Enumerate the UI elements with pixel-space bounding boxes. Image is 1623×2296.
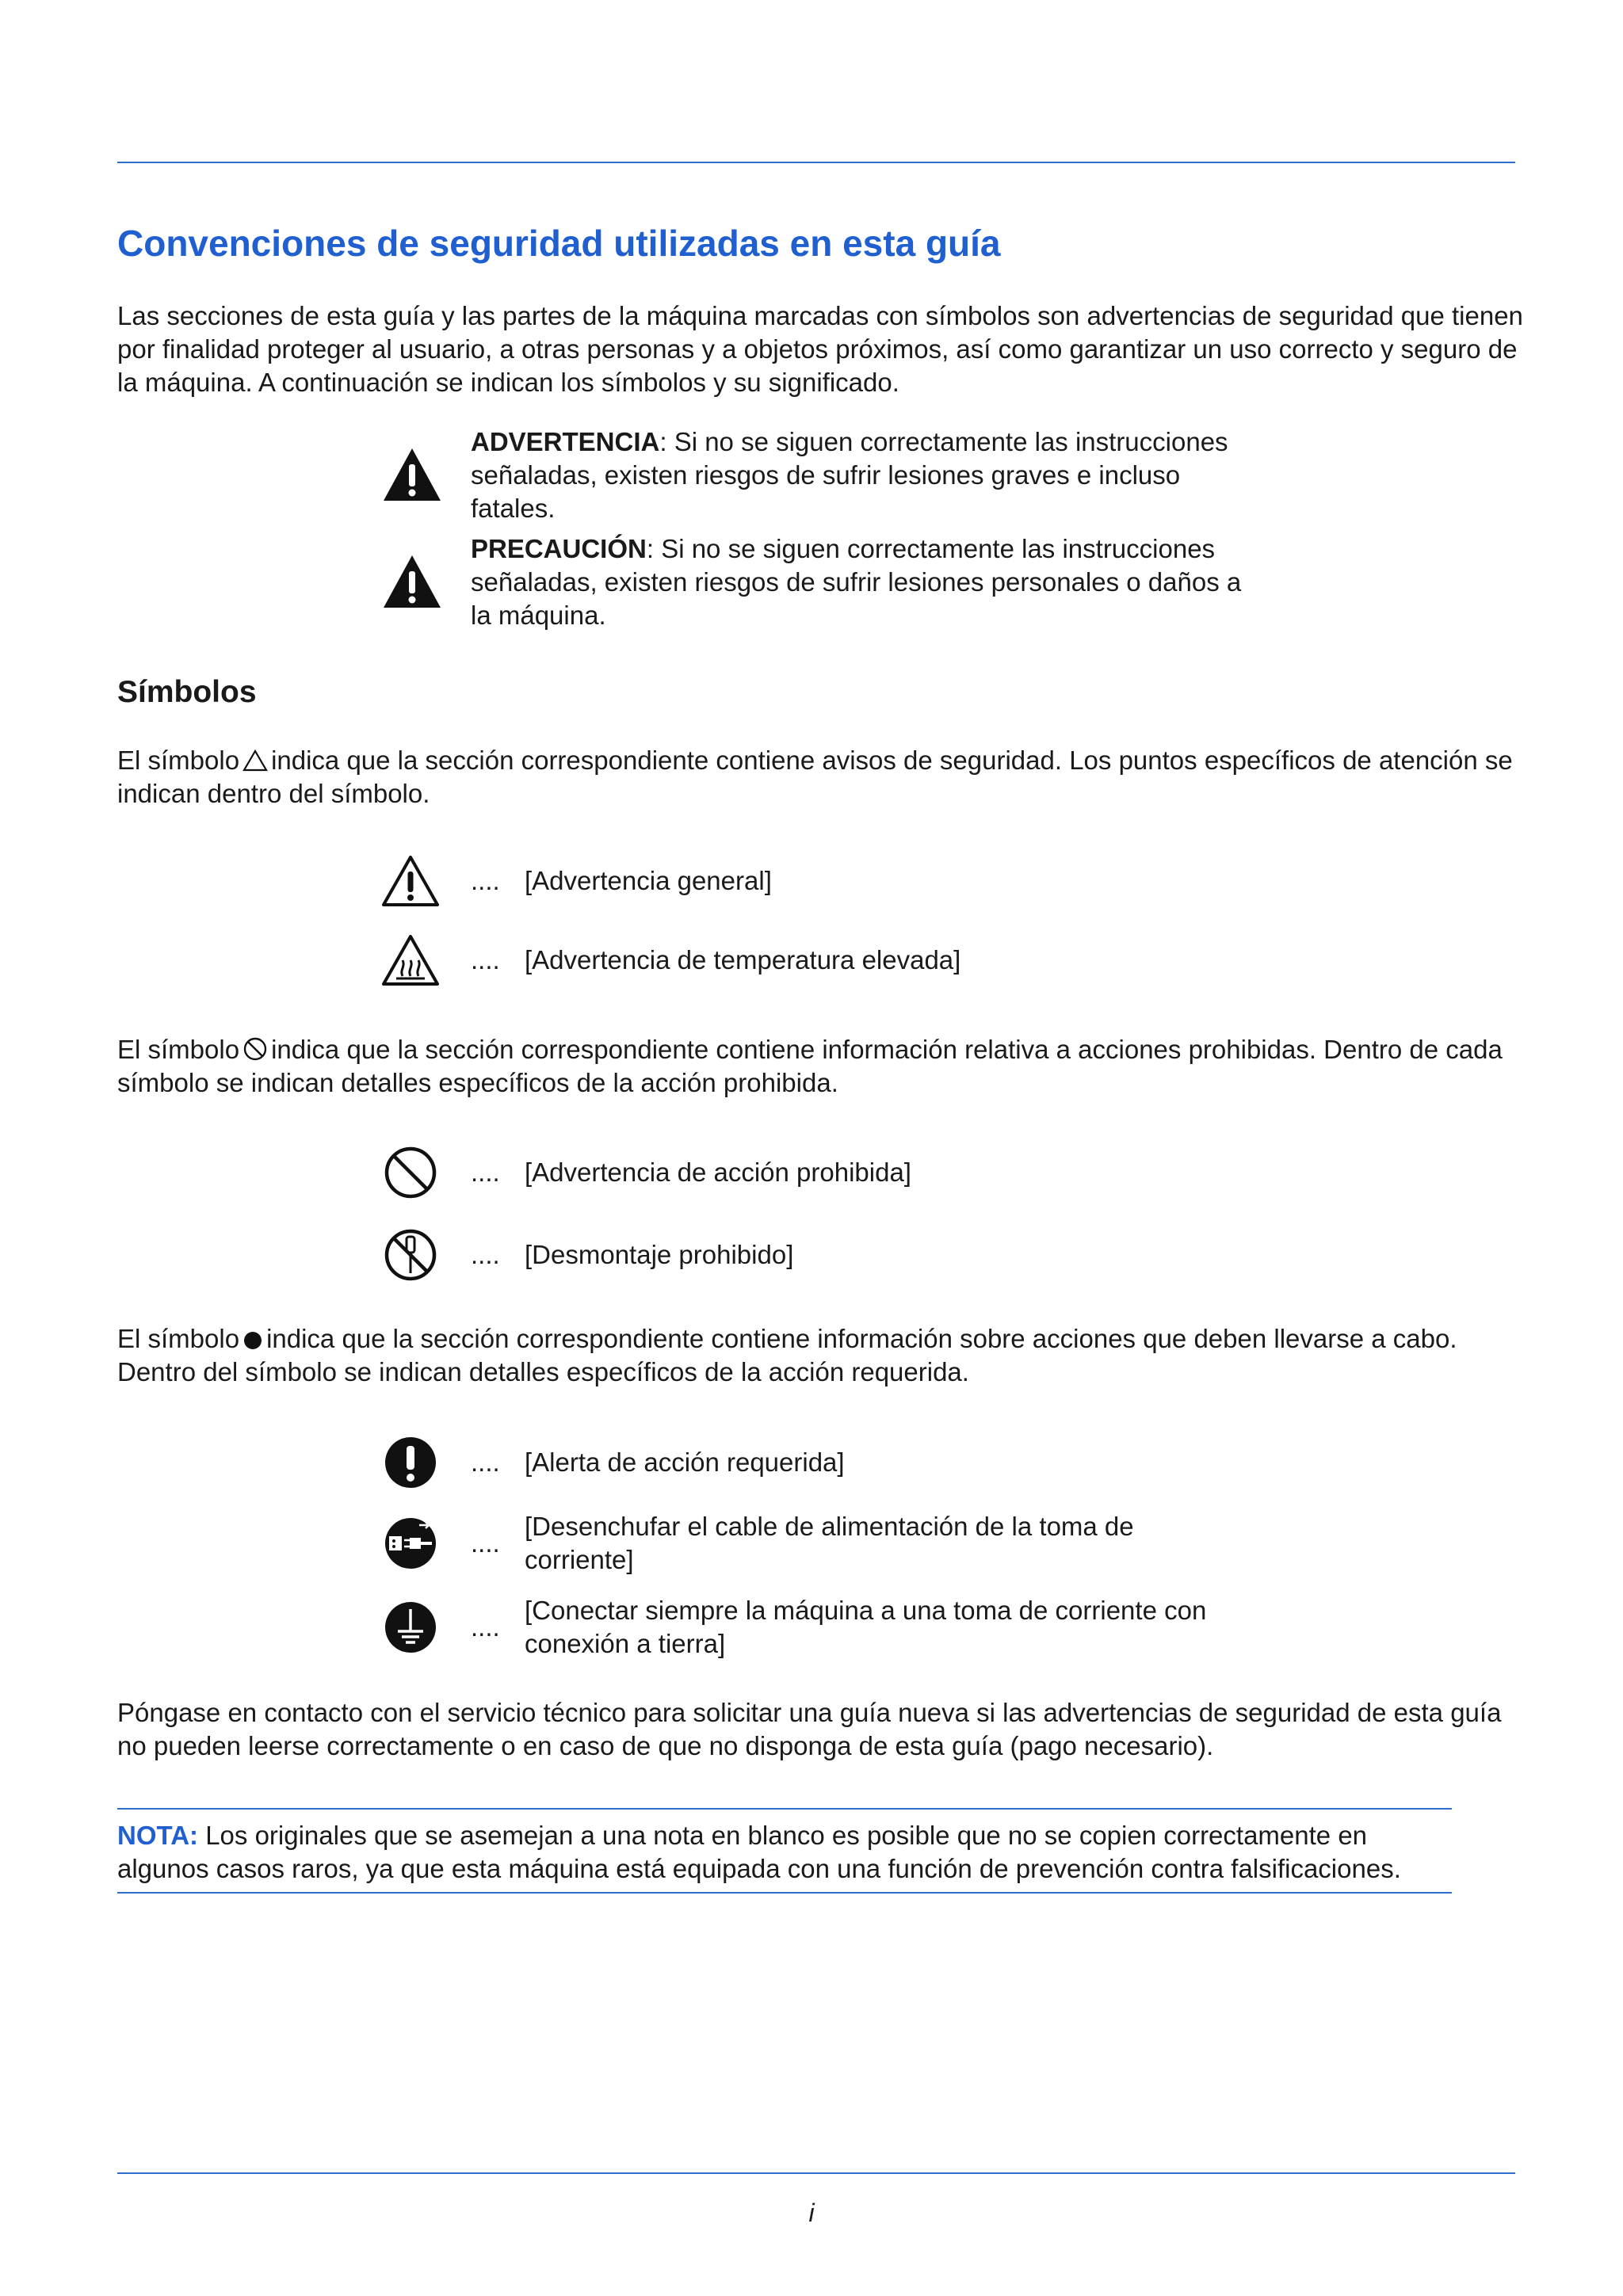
contact-paragraph: Póngase en contacto con el servicio técnico para solicitar una guía nueva si las advertencias de seguridad de esta guía no pueden leerse correctamente o en caso de que no disponga de esta guía (pago necesario). (117, 1698, 1502, 1760)
unplug-icon (383, 1516, 438, 1571)
symbol-row-unplug (379, 1510, 1409, 1577)
symbol-label: [Advertencia de acción prohibida] (525, 1158, 911, 1187)
symbol-dots: .... (471, 1158, 500, 1187)
page-title: Convenciones de seguridad utilizadas en esta guía (117, 223, 1001, 264)
general-warning-icon (380, 854, 441, 908)
symbol-row-prohibited (379, 1141, 1409, 1204)
symbol-dots: .... (471, 1240, 500, 1269)
para-text-before: El símbolo (117, 1324, 240, 1353)
high-temperature-icon (380, 933, 441, 987)
prohibited-icon (383, 1145, 438, 1200)
no-disassembly-icon (383, 1227, 438, 1283)
required-symbol-paragraph (117, 1322, 1528, 1389)
prohibit-symbol-paragraph (117, 1033, 1528, 1100)
symbol-label: [Desenchufar el cable de alimentación de la toma de corriente] (525, 1512, 1134, 1574)
caution-description: : Si no se siguen correctamente las instrucciones señaladas, existen riesgos de sufrir lesiones personales o daños a la máquina. (471, 534, 1242, 630)
warning-description: : Si no se siguen correctamente las instrucciones señaladas, existen riesgos de sufrir lesiones graves e incluso fatales. (471, 427, 1228, 523)
warning-label: ADVERTENCIA (471, 427, 660, 456)
header-rule (117, 162, 1515, 163)
symbol-label: [Desmontaje prohibido] (525, 1240, 794, 1269)
para-text-after: indica que la sección correspondiente contiene avisos de seguridad. Los puntos específicos de atención se indican dentro del símbolo. (117, 746, 1513, 808)
para-text-before: El símbolo (117, 1035, 240, 1064)
symbol-dots: .... (471, 945, 500, 974)
caution-label: PRECAUCIÓN (471, 534, 647, 563)
required-action-icon (383, 1435, 438, 1490)
symbol-dots: .... (471, 866, 500, 895)
caution-block (380, 532, 1292, 632)
para-text-after: indica que la sección correspondiente contiene información relativa a acciones prohibidas. Dentro de cada símbolo se indican detalles específicos de la acción prohibida. (117, 1035, 1503, 1097)
symbol-label: [Advertencia general] (525, 866, 772, 895)
symbol-dots: .... (471, 1447, 500, 1477)
symbol-label: [Conectar siempre la máquina a una toma de corriente con conexión a tierra] (525, 1596, 1207, 1658)
symbol-row-general-warning (379, 849, 1409, 913)
footer-rule (117, 2172, 1515, 2174)
intro-paragraph: Las secciones de esta guía y las partes de la máquina marcadas con símbolos son advertencias de seguridad que tienen por finalidad proteger al usuario, a otras personas y a objetos próximos, así como garantizar un uso correcto y seguro de la máquina. A continuación se indican los símbolos y su significado. (117, 301, 1523, 397)
prohibit-outline-icon (242, 1036, 268, 1062)
warning-triangle-icon (380, 444, 444, 507)
symbol-row-high-temperature (379, 929, 1409, 992)
symbol-row-required-action (379, 1431, 1409, 1494)
caution-triangle-icon (380, 551, 444, 614)
warning-block (380, 425, 1292, 525)
symbol-row-ground (379, 1594, 1409, 1661)
ground-icon (383, 1600, 438, 1655)
symbol-row-no-disassembly (379, 1223, 1409, 1287)
symbol-label: [Alerta de acción requerida] (525, 1447, 845, 1477)
page-number: i (808, 2199, 815, 2227)
note-text: Los originales que se asemejan a una nota en blanco es posible que no se copien correctamente en algunos casos raros, ya que esta máquina está equipada con una función de prevención contra falsificaciones. (117, 1821, 1401, 1883)
symbols-heading: Símbolos (117, 675, 257, 709)
triangle-symbol-paragraph (117, 744, 1528, 810)
warning-text (471, 425, 1263, 525)
note-label: NOTA: (117, 1821, 199, 1850)
para-text-before: El símbolo (117, 746, 240, 775)
symbol-dots: .... (471, 1612, 500, 1642)
symbol-label: [Advertencia de temperatura elevada] (525, 945, 961, 974)
note-bottom-rule (117, 1892, 1452, 1894)
para-text-after: indica que la sección correspondiente contiene información sobre acciones que deben llevarse a cabo. Dentro del símbolo se indican detalles específicos de la acción requerida. (117, 1324, 1457, 1386)
note-top-rule (117, 1808, 1452, 1810)
triangle-outline-icon (242, 749, 268, 772)
symbol-dots: .... (471, 1528, 500, 1558)
filled-circle-icon (242, 1330, 263, 1351)
note-box (117, 1819, 1457, 1886)
caution-text (471, 532, 1263, 632)
